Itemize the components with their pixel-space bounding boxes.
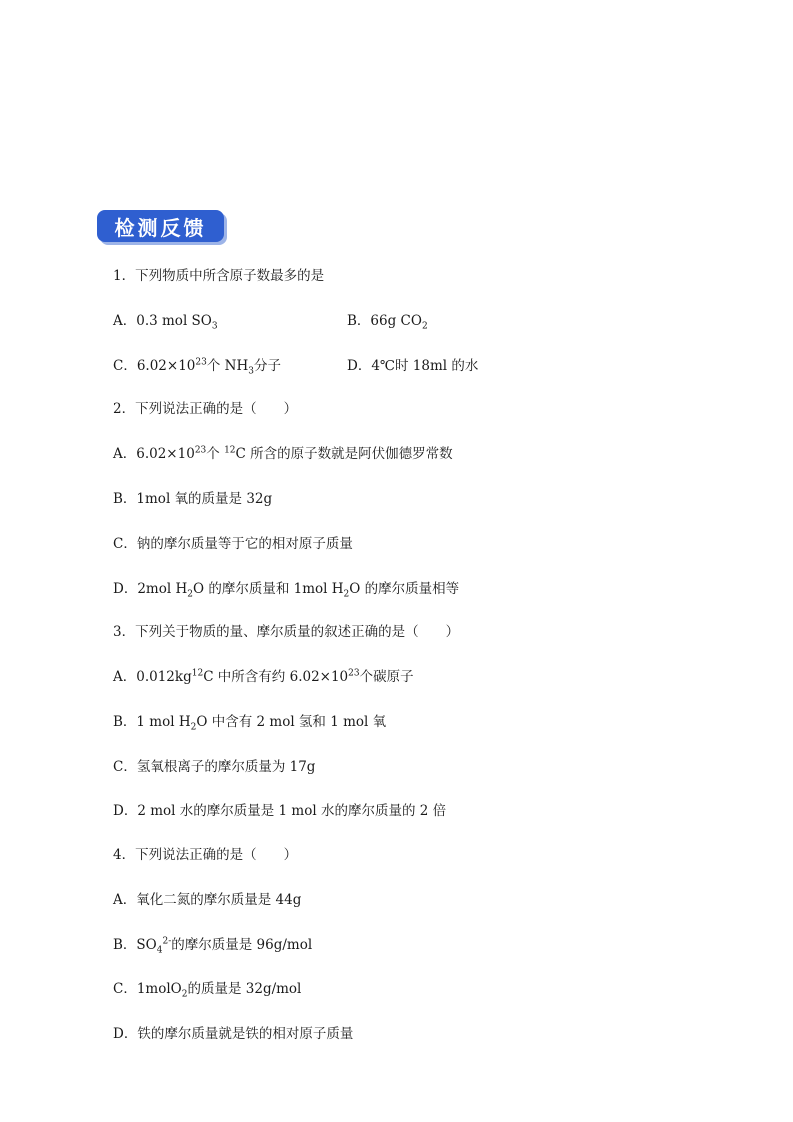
q3-option-c: C．氢氧根离子的摩尔质量为 17g	[113, 759, 316, 775]
question-4-stem: 4．下列说法正确的是（ ）	[113, 847, 298, 863]
section-title-badge: 检测反馈	[97, 210, 224, 242]
q1-option-a: A．0.3 mol $SO_3$	[113, 313, 218, 332]
q2-option-a: A．$6.02\times 10^{23}$个 $^{12}$C 所含的原子数就是阿伏伽德罗常数	[113, 445, 453, 462]
q4-option-a: A．氧化二氮的摩尔质量是 44g	[113, 892, 302, 908]
question-3-stem: 3．下列关于物质的量、摩尔质量的叙述正确的是（ ）	[113, 624, 460, 640]
q1-option-c: C．$6.02\times 10^{23}$个 $NH_3$分子	[113, 357, 281, 377]
q2-option-b: B．1mol 氧的质量是 32g	[113, 491, 273, 507]
q2-option-c: C．钠的摩尔质量等于它的相对原子质量	[113, 536, 353, 552]
q3-option-d: D．2 mol 水的摩尔质量是 1 mol 水的摩尔质量的 2 倍	[113, 803, 447, 819]
q4-option-b: B．$SO_4^{2-}$的摩尔质量是 96g/mol	[113, 936, 313, 956]
q1-option-b: B．66g $CO_2$	[347, 313, 428, 332]
q4-option-c: C．1molO$_2$的质量是 32g/mol	[113, 981, 302, 1000]
question-2-stem: 2．下列说法正确的是（ ）	[113, 401, 298, 417]
q3-option-a: A．$0.012kg^{12}C$ 中所含有约 $6.02\times 10^{23}$个碳原子	[113, 668, 414, 685]
q2-option-d: D．2mol $H_2O$ 的摩尔质量和 1mol $H_2O$ 的摩尔质量相等	[113, 581, 460, 600]
q4-option-d: D．铁的摩尔质量就是铁的相对原子质量	[113, 1026, 354, 1042]
question-1-stem: 1．下列物质中所含原子数最多的是	[113, 268, 325, 284]
q1-option-d: D．4℃时 18ml 的水	[347, 358, 479, 374]
q3-option-b: B．1 mol $H_2O$ 中含有 2 mol 氢和 1 mol 氧	[113, 714, 387, 733]
